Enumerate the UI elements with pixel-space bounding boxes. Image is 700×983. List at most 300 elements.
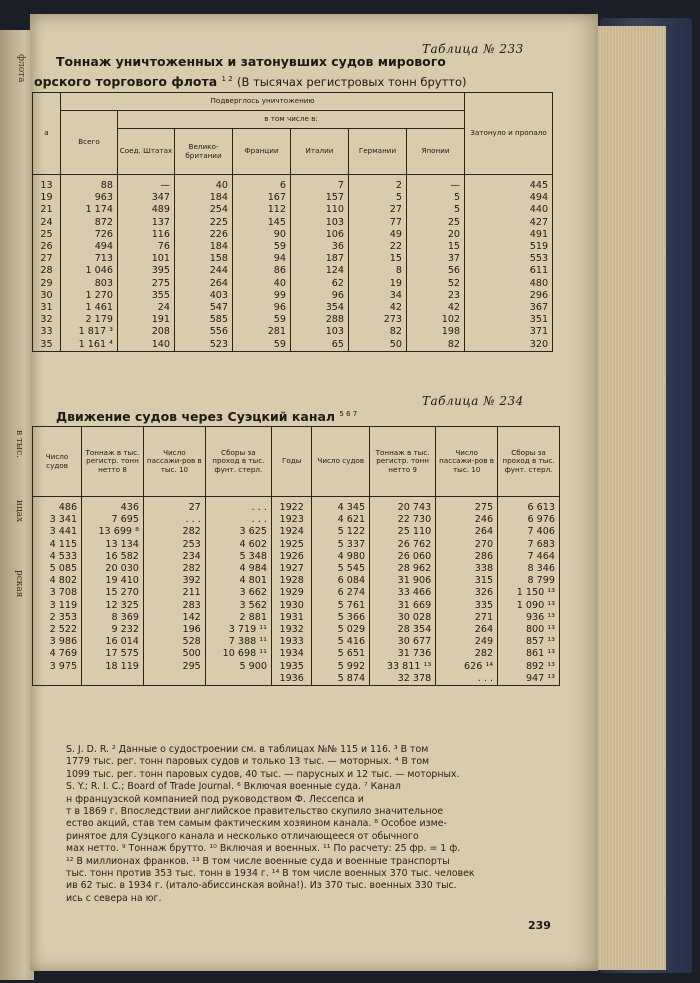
cell-year: 28 bbox=[33, 265, 61, 277]
cell-fees2: 947 ¹³ bbox=[498, 673, 560, 686]
cell-passengers: 27 bbox=[143, 497, 205, 515]
cell-usa: 76 bbox=[118, 241, 175, 253]
cell-tonnage: 17 575 bbox=[82, 648, 144, 660]
cell-total: 872 bbox=[61, 217, 118, 229]
cell-sunk: 553 bbox=[465, 253, 553, 265]
cell-usa: 24 bbox=[118, 302, 175, 314]
cell-year: 1923 bbox=[271, 514, 312, 526]
cell-uk: 254 bbox=[175, 204, 233, 216]
col-passengers-header bbox=[143, 427, 205, 497]
cell-year: 31 bbox=[33, 302, 61, 314]
cell-tonnage2: 22 730 bbox=[370, 514, 436, 526]
cell-france: 40 bbox=[233, 278, 291, 290]
cell-ships2: 5 992 bbox=[312, 661, 370, 673]
col-tonnage2-label: Тоннаж в тыс. регистр. тонн нетто bbox=[375, 447, 430, 474]
cell-year: 1931 bbox=[271, 612, 312, 624]
cell-passengers: 392 bbox=[143, 575, 205, 587]
cell-italy: 65 bbox=[291, 339, 349, 352]
table-233-body bbox=[33, 175, 553, 352]
cell-france: 112 bbox=[233, 204, 291, 216]
table-row bbox=[33, 241, 553, 253]
cell-passengers2: 315 bbox=[436, 575, 498, 587]
table-233-title-line1: Тоннаж уничтоженных и затонувших судов мирового bbox=[56, 54, 446, 69]
col-japan-header: Японии bbox=[407, 129, 465, 175]
cell-france: 59 bbox=[233, 314, 291, 326]
col-passengers2-label: Число пассажи-ров в тыс. bbox=[439, 447, 495, 474]
cell-germany: 34 bbox=[349, 290, 407, 302]
cell-uk: 40 bbox=[175, 175, 233, 193]
col-fees-header: Сборы за проход в тыс. фунт. стерл. bbox=[205, 427, 271, 497]
left-page-fragment: рская bbox=[14, 570, 24, 598]
footnote-line: S. J. D. R. ² Данные о судостроении см. в таблицах №№ 115 и 116. ³ В том bbox=[66, 744, 429, 755]
cell-year: 21 bbox=[33, 204, 61, 216]
left-page-fragment: флота bbox=[16, 54, 26, 83]
col-destroyed-header: Подверглось уничтожению bbox=[61, 93, 465, 111]
cell-germany: 82 bbox=[349, 326, 407, 338]
cell-year: 1932 bbox=[271, 624, 312, 636]
cell-year: 25 bbox=[33, 229, 61, 241]
cell-sunk: 519 bbox=[465, 241, 553, 253]
col-years-header: Годы bbox=[271, 427, 312, 497]
cell-tonnage2: 26 060 bbox=[370, 551, 436, 563]
cell-usa: 101 bbox=[118, 253, 175, 265]
cell-usa: 191 bbox=[118, 314, 175, 326]
cell-uk: 158 bbox=[175, 253, 233, 265]
table-row bbox=[33, 636, 560, 648]
cell-germany: 5 bbox=[349, 192, 407, 204]
cell-japan: 102 bbox=[407, 314, 465, 326]
table-row bbox=[33, 192, 553, 204]
footnote-line: н французской компанией под руководством Ф. Лессепса и bbox=[66, 793, 364, 805]
cell-usa: 395 bbox=[118, 265, 175, 277]
table-row bbox=[33, 587, 560, 599]
cell-tonnage: 18 119 bbox=[82, 661, 144, 673]
cell-germany: 77 bbox=[349, 217, 407, 229]
left-page-fragment: ицах bbox=[14, 500, 24, 523]
page-number: 239 bbox=[528, 919, 551, 932]
cell-fees2: 8 346 bbox=[498, 563, 560, 575]
cell-fees2: 800 ¹³ bbox=[498, 624, 560, 636]
cell-ships2: 5 874 bbox=[312, 673, 370, 686]
table-234-title-footnote: 5 6 7 bbox=[339, 410, 358, 418]
table-row bbox=[33, 612, 560, 624]
cell-uk: 184 bbox=[175, 241, 233, 253]
cell-usa: 489 bbox=[118, 204, 175, 216]
cell-passengers: 253 bbox=[143, 539, 205, 551]
cell-italy: 103 bbox=[291, 217, 349, 229]
cell-tonnage2: 31 669 bbox=[370, 600, 436, 612]
cell-france: 59 bbox=[233, 339, 291, 352]
cell-france: 59 bbox=[233, 241, 291, 253]
cell-ships bbox=[33, 673, 82, 686]
cell-total: 803 bbox=[61, 278, 118, 290]
cell-tonnage: 13 699 ⁸ bbox=[82, 526, 144, 538]
cell-total: 1 817 ³ bbox=[61, 326, 118, 338]
cell-passengers2: . . . bbox=[436, 673, 498, 686]
cell-japan: 15 bbox=[407, 241, 465, 253]
cell-ships: 3 986 bbox=[33, 636, 82, 648]
cell-uk: 264 bbox=[175, 278, 233, 290]
cell-sunk: 480 bbox=[465, 278, 553, 290]
cell-japan: 5 bbox=[407, 192, 465, 204]
cell-germany: 22 bbox=[349, 241, 407, 253]
cell-sunk: 494 bbox=[465, 192, 553, 204]
cell-sunk: 427 bbox=[465, 217, 553, 229]
cell-ships2: 5 122 bbox=[312, 526, 370, 538]
table-row bbox=[33, 326, 553, 338]
cell-fees2: 7 683 bbox=[498, 539, 560, 551]
cell-total: 1 174 bbox=[61, 204, 118, 216]
col-ships-header: Число судов bbox=[33, 427, 82, 497]
cell-usa: — bbox=[118, 175, 175, 193]
cell-passengers2: 286 bbox=[436, 551, 498, 563]
cell-sunk: 445 bbox=[465, 175, 553, 193]
cell-ships: 2 522 bbox=[33, 624, 82, 636]
left-page-fragment: в тыс. bbox=[14, 430, 24, 458]
col-france-header: Франции bbox=[233, 129, 291, 175]
cell-passengers2: 264 bbox=[436, 526, 498, 538]
footnote-line: т в 1869 г. Впоследствии английское правительство скупило значительное bbox=[66, 806, 444, 818]
cell-total: 1 270 bbox=[61, 290, 118, 302]
table-233-title-footnote: 1 2 bbox=[221, 75, 233, 83]
cell-france: 94 bbox=[233, 253, 291, 265]
cell-japan: 56 bbox=[407, 265, 465, 277]
cell-ships2: 5 761 bbox=[312, 600, 370, 612]
cell-fees2: 8 799 bbox=[498, 575, 560, 587]
cell-tonnage: 436 bbox=[82, 497, 144, 515]
cell-ships2: 5 545 bbox=[312, 563, 370, 575]
table-row bbox=[33, 624, 560, 636]
cell-germany: 273 bbox=[349, 314, 407, 326]
cell-fees2: 7 406 bbox=[498, 526, 560, 538]
cell-fees2: 861 ¹³ bbox=[498, 648, 560, 660]
col-sunk-header: Затонуло и пропало bbox=[465, 93, 553, 175]
col-italy-header: Италии bbox=[291, 129, 349, 175]
cell-year: 1928 bbox=[271, 575, 312, 587]
cell-japan: 5 bbox=[407, 204, 465, 216]
cell-uk: 225 bbox=[175, 217, 233, 229]
table-row bbox=[33, 314, 553, 326]
cell-sunk: 367 bbox=[465, 302, 553, 314]
cell-total: 1 161 ⁴ bbox=[61, 339, 118, 352]
cell-sunk: 320 bbox=[465, 339, 553, 352]
cell-passengers2: 338 bbox=[436, 563, 498, 575]
cell-year: 1924 bbox=[271, 526, 312, 538]
cell-germany: 27 bbox=[349, 204, 407, 216]
cell-fees: . . . bbox=[205, 497, 271, 515]
cell-passengers: 196 bbox=[143, 624, 205, 636]
cell-ships: 3 119 bbox=[33, 600, 82, 612]
table-234-number: Таблица № 234 bbox=[422, 394, 524, 408]
cell-japan: 42 bbox=[407, 302, 465, 314]
cell-passengers: . . . bbox=[143, 514, 205, 526]
cell-passengers: 500 bbox=[143, 648, 205, 660]
cell-uk: 556 bbox=[175, 326, 233, 338]
cell-total: 1 046 bbox=[61, 265, 118, 277]
table-233-title-text: орского торгового флота bbox=[34, 74, 218, 90]
cell-italy: 288 bbox=[291, 314, 349, 326]
table-233 bbox=[32, 92, 553, 352]
cell-uk: 403 bbox=[175, 290, 233, 302]
cell-year: 32 bbox=[33, 314, 61, 326]
cell-germany: 19 bbox=[349, 278, 407, 290]
cell-fees bbox=[205, 673, 271, 686]
cell-fees2: 6 613 bbox=[498, 497, 560, 515]
cell-total: 713 bbox=[61, 253, 118, 265]
page-edges bbox=[596, 26, 666, 970]
cell-italy: 62 bbox=[291, 278, 349, 290]
cell-france: 90 bbox=[233, 229, 291, 241]
cell-tonnage2: 31 736 bbox=[370, 648, 436, 660]
cell-usa: 116 bbox=[118, 229, 175, 241]
cell-year: 19 bbox=[33, 192, 61, 204]
cell-total: 963 bbox=[61, 192, 118, 204]
col-including-header: в том числе в: bbox=[118, 111, 465, 129]
cell-ships: 3 975 bbox=[33, 661, 82, 673]
cell-fees: 5 900 bbox=[205, 661, 271, 673]
footnote-line: ¹² В миллионах франков. ¹³ В том числе военные суда и военные транспорты bbox=[66, 855, 450, 867]
col-fees2-header: Сборы за проход в тыс. фунт. стерл. bbox=[498, 427, 560, 497]
cell-passengers2: 335 bbox=[436, 600, 498, 612]
cell-ships2: 5 366 bbox=[312, 612, 370, 624]
table-row bbox=[33, 217, 553, 229]
cell-japan: 20 bbox=[407, 229, 465, 241]
cell-tonnage: 9 232 bbox=[82, 624, 144, 636]
cell-ships: 3 708 bbox=[33, 587, 82, 599]
cell-fees: . . . bbox=[205, 514, 271, 526]
cell-year: 1936 bbox=[271, 673, 312, 686]
cell-japan: 23 bbox=[407, 290, 465, 302]
cell-ships: 4 769 bbox=[33, 648, 82, 660]
cell-ships2: 5 416 bbox=[312, 636, 370, 648]
cell-france: 281 bbox=[233, 326, 291, 338]
cell-year: 1926 bbox=[271, 551, 312, 563]
cell-uk: 184 bbox=[175, 192, 233, 204]
cell-year: 1935 bbox=[271, 661, 312, 673]
footnote-line: тыс. тонн против 353 тыс. тонн в 1934 г. ¹⁴ В том числе военных 370 тыс. человек bbox=[66, 868, 475, 880]
cell-uk: 244 bbox=[175, 265, 233, 277]
cell-passengers2: 326 bbox=[436, 587, 498, 599]
cell-passengers2: 275 bbox=[436, 497, 498, 515]
cell-fees: 10 698 ¹¹ bbox=[205, 648, 271, 660]
cell-tonnage2: 32 378 bbox=[370, 673, 436, 686]
table-234-body bbox=[33, 497, 560, 686]
table-233-title-line2 bbox=[34, 71, 467, 90]
cell-ships: 3 441 bbox=[33, 526, 82, 538]
cell-passengers: 295 bbox=[143, 661, 205, 673]
col-passengers-label: Число пассажи-ров в тыс. bbox=[146, 447, 202, 474]
cell-tonnage2: 28 354 bbox=[370, 624, 436, 636]
cell-passengers2: 282 bbox=[436, 648, 498, 660]
cell-sunk: 371 bbox=[465, 326, 553, 338]
table-row bbox=[33, 539, 560, 551]
cell-japan: — bbox=[407, 175, 465, 193]
cell-italy: 96 bbox=[291, 290, 349, 302]
cell-passengers: 142 bbox=[143, 612, 205, 624]
col-total-header: Всего bbox=[61, 111, 118, 175]
cell-fees2: 936 ¹³ bbox=[498, 612, 560, 624]
cell-ships: 5 085 bbox=[33, 563, 82, 575]
col-uk-header: Велико-британии bbox=[175, 129, 233, 175]
cell-passengers2: 264 bbox=[436, 624, 498, 636]
cell-germany: 49 bbox=[349, 229, 407, 241]
cell-italy: 124 bbox=[291, 265, 349, 277]
table-234 bbox=[32, 426, 560, 686]
cell-fees: 3 625 bbox=[205, 526, 271, 538]
cell-germany: 42 bbox=[349, 302, 407, 314]
cell-fees: 3 562 bbox=[205, 600, 271, 612]
col-usa-header: Соед. Штатах bbox=[118, 129, 175, 175]
col-passengers2-footnote: 10 bbox=[471, 465, 481, 474]
cell-france: 6 bbox=[233, 175, 291, 193]
cell-france: 145 bbox=[233, 217, 291, 229]
cell-fees2: 6 976 bbox=[498, 514, 560, 526]
col-tonnage-header bbox=[82, 427, 144, 497]
cell-tonnage: 16 014 bbox=[82, 636, 144, 648]
cell-japan: 37 bbox=[407, 253, 465, 265]
cell-total: 726 bbox=[61, 229, 118, 241]
cell-passengers2: 246 bbox=[436, 514, 498, 526]
table-row bbox=[33, 600, 560, 612]
cell-passengers bbox=[143, 673, 205, 686]
cell-usa: 140 bbox=[118, 339, 175, 352]
cell-fees2: 7 464 bbox=[498, 551, 560, 563]
cell-usa: 275 bbox=[118, 278, 175, 290]
cell-tonnage: 15 270 bbox=[82, 587, 144, 599]
cell-ships: 3 341 bbox=[33, 514, 82, 526]
cell-italy: 187 bbox=[291, 253, 349, 265]
cell-tonnage2: 30 677 bbox=[370, 636, 436, 648]
cell-tonnage2: 31 906 bbox=[370, 575, 436, 587]
table-row bbox=[33, 290, 553, 302]
footnote-line: ество акций, став тем самым фактическим хозяином канала. ⁸ Особое изме- bbox=[66, 818, 447, 830]
cell-japan: 82 bbox=[407, 339, 465, 352]
cell-fees: 2 881 bbox=[205, 612, 271, 624]
cell-year: 13 bbox=[33, 175, 61, 193]
cell-japan: 52 bbox=[407, 278, 465, 290]
cell-ships2: 4 621 bbox=[312, 514, 370, 526]
cell-france: 96 bbox=[233, 302, 291, 314]
cell-year: 1930 bbox=[271, 600, 312, 612]
cell-fees2: 892 ¹³ bbox=[498, 661, 560, 673]
cell-ships2: 5 029 bbox=[312, 624, 370, 636]
cell-uk: 547 bbox=[175, 302, 233, 314]
cell-uk: 523 bbox=[175, 339, 233, 352]
cell-tonnage2: 26 762 bbox=[370, 539, 436, 551]
cell-usa: 137 bbox=[118, 217, 175, 229]
cell-year: 29 bbox=[33, 278, 61, 290]
table-row bbox=[33, 339, 553, 352]
footnote-line: мах нетто. ⁹ Тоннаж брутто. ¹⁰ Включая и военных. ¹¹ По расчету: 25 фр. = 1 ф. bbox=[66, 843, 461, 855]
table-row bbox=[33, 563, 560, 575]
cell-tonnage bbox=[82, 673, 144, 686]
cell-fees: 4 602 bbox=[205, 539, 271, 551]
table-row bbox=[33, 175, 553, 193]
cell-france: 167 bbox=[233, 192, 291, 204]
cell-passengers: 211 bbox=[143, 587, 205, 599]
cell-tonnage: 12 325 bbox=[82, 600, 144, 612]
cell-tonnage2: 20 743 bbox=[370, 497, 436, 515]
cell-ships2: 6 084 bbox=[312, 575, 370, 587]
cell-fees: 5 348 bbox=[205, 551, 271, 563]
cell-year: 30 bbox=[33, 290, 61, 302]
col-tonnage-footnote: 8 bbox=[122, 465, 127, 474]
cell-passengers: 282 bbox=[143, 563, 205, 575]
table-234-title-text: Движение судов через Суэцкий канал bbox=[56, 409, 336, 425]
cell-ships2: 5 651 bbox=[312, 648, 370, 660]
cell-year: 1929 bbox=[271, 587, 312, 599]
cell-year: 1927 bbox=[271, 563, 312, 575]
cell-sunk: 611 bbox=[465, 265, 553, 277]
cell-tonnage2: 25 110 bbox=[370, 526, 436, 538]
cell-italy: 7 bbox=[291, 175, 349, 193]
cell-italy: 103 bbox=[291, 326, 349, 338]
table-row bbox=[33, 278, 553, 290]
cell-ships: 486 bbox=[33, 497, 82, 515]
cell-total: 1 461 bbox=[61, 302, 118, 314]
cell-total: 494 bbox=[61, 241, 118, 253]
cell-year: 1925 bbox=[271, 539, 312, 551]
cell-uk: 226 bbox=[175, 229, 233, 241]
cell-ships: 4 802 bbox=[33, 575, 82, 587]
cell-uk: 585 bbox=[175, 314, 233, 326]
cell-tonnage: 13 134 bbox=[82, 539, 144, 551]
table-row bbox=[33, 253, 553, 265]
footnote-line: ив 62 тыс. в 1934 г. (итало-абиссинская война!). Из 370 тыс. военных 330 тыс. bbox=[66, 880, 457, 892]
cell-passengers: 282 bbox=[143, 526, 205, 538]
cell-germany: 2 bbox=[349, 175, 407, 193]
cell-usa: 347 bbox=[118, 192, 175, 204]
cell-passengers2: 626 ¹⁴ bbox=[436, 661, 498, 673]
cell-germany: 8 bbox=[349, 265, 407, 277]
table-row bbox=[33, 204, 553, 216]
cell-passengers2: 249 bbox=[436, 636, 498, 648]
cell-france: 86 bbox=[233, 265, 291, 277]
cell-year: 1922 bbox=[271, 497, 312, 515]
footnote-line: ринятое для Суэцкого канала и несколько отличающееся от обычного bbox=[66, 830, 419, 842]
col-tonnage-label: Тоннаж в тыс. регистр. тонн нетто bbox=[85, 447, 140, 474]
left-page-edge bbox=[0, 30, 34, 980]
cell-ships2: 4 980 bbox=[312, 551, 370, 563]
cell-italy: 106 bbox=[291, 229, 349, 241]
cell-tonnage2: 33 811 ¹³ bbox=[370, 661, 436, 673]
table-234-title bbox=[56, 406, 357, 425]
footnote-line: S. Y.; R. I. C.; Board of Trade Journal. ⁶ Включая военные суда. ⁷ Канал bbox=[66, 781, 401, 793]
cell-fees2: 1 150 ¹³ bbox=[498, 587, 560, 599]
cell-usa: 355 bbox=[118, 290, 175, 302]
cell-year: 1933 bbox=[271, 636, 312, 648]
cell-ships: 4 115 bbox=[33, 539, 82, 551]
table-row bbox=[33, 551, 560, 563]
footnote-line: 1779 тыс. рег. тонн паровых судов и только 13 тыс. — моторных. ⁴ В том bbox=[66, 756, 430, 768]
cell-ships2: 5 337 bbox=[312, 539, 370, 551]
table-233-unit: (В тысячах регистровых тонн брутто) bbox=[237, 75, 467, 90]
cell-tonnage: 7 695 bbox=[82, 514, 144, 526]
cell-ships2: 4 345 bbox=[312, 497, 370, 515]
cell-italy: 36 bbox=[291, 241, 349, 253]
table-row bbox=[33, 648, 560, 660]
table-row bbox=[33, 526, 560, 538]
cell-ships: 4 533 bbox=[33, 551, 82, 563]
col-passengers2-header bbox=[436, 427, 498, 497]
cell-year: 27 bbox=[33, 253, 61, 265]
cell-tonnage: 20 030 bbox=[82, 563, 144, 575]
cell-italy: 110 bbox=[291, 204, 349, 216]
cell-italy: 354 bbox=[291, 302, 349, 314]
cell-passengers: 283 bbox=[143, 600, 205, 612]
cell-fees2: 857 ¹³ bbox=[498, 636, 560, 648]
col-ships2-header: Число судов bbox=[312, 427, 370, 497]
